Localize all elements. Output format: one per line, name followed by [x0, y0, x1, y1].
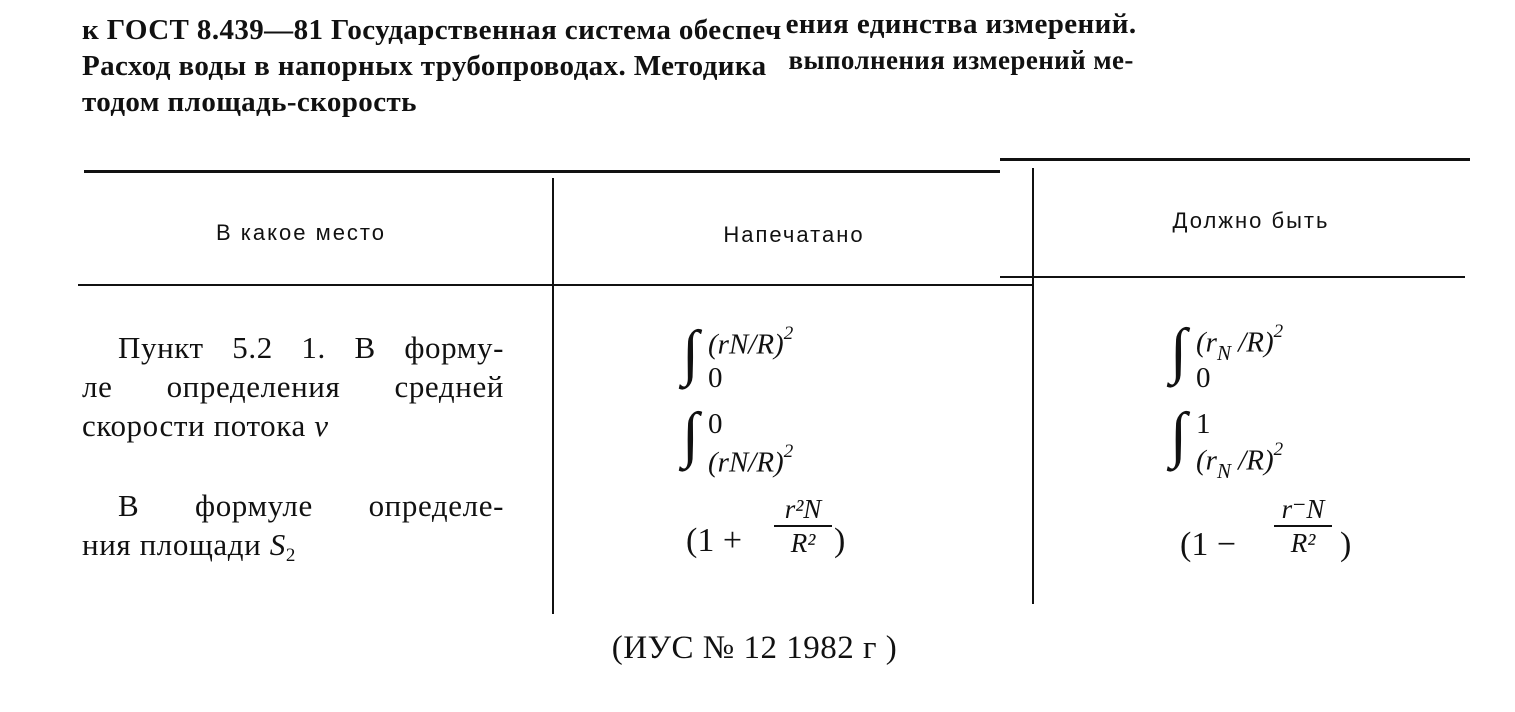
- fraction-bar: [1274, 525, 1332, 527]
- row2-printed-fraction: [774, 494, 832, 558]
- row2-correct-close: ): [1340, 526, 1352, 563]
- row2-correct-open: (1 −: [1180, 526, 1236, 563]
- row1-correct-int2-lower: ($r_N$ /R)$^2$: [1196, 439, 1284, 483]
- row1-place-line-1: Пункт 5.2 1. В форму-: [118, 330, 504, 365]
- column-header-correct: Должно быть: [1172, 208, 1330, 233]
- row1-correct-int1-upper: ($r_N$ /R)$^2$: [1196, 321, 1284, 365]
- row2-place-line-2: [82, 525, 504, 569]
- row1-correct-integral-2: [1170, 401, 1390, 484]
- row1-correct-int1-lower: 0: [1196, 362, 1211, 394]
- table-top-rule-right: [1000, 158, 1470, 161]
- row1-printed-integral-2: [682, 401, 882, 484]
- source-footnote-text: (ИУС № 12 1982 г ): [611, 630, 898, 666]
- header-line-1: [82, 8, 1472, 48]
- row2-place-var: S: [269, 527, 286, 562]
- row2-place-var-sub: 2: [285, 545, 296, 566]
- row1-printed-int1-lower: 0: [708, 362, 723, 394]
- row1-place-cell: [82, 328, 504, 445]
- header-line-2-right: выполнения измерений ме-: [788, 45, 1134, 75]
- document-header: [82, 8, 1472, 120]
- row1-place-var: v: [314, 408, 329, 443]
- integral-sign-icon: ∫: [682, 319, 699, 387]
- integral-sign-icon: ∫: [682, 401, 699, 469]
- column-divider-1: [552, 178, 554, 614]
- header-line-1-left: к ГОСТ 8.439—81 Государственная система обеспеч: [82, 14, 782, 46]
- header-line-3-text: тодом площадь-скорость: [82, 86, 417, 118]
- table-top-rule-left: [84, 170, 1000, 173]
- integral-sign-icon: ∫: [1170, 401, 1187, 469]
- header-line-2: [82, 45, 1472, 84]
- table-head-rule-right: [1000, 276, 1465, 278]
- table-head-rule-left: [78, 284, 1032, 286]
- row2-printed-numerator: r²N: [784, 494, 822, 524]
- row2-printed-open: (1 +: [686, 522, 742, 559]
- column-header-printed: Напечатано: [723, 222, 865, 247]
- row1-place-line-2: ле определения средней: [82, 369, 504, 404]
- row2-printed-close: ): [834, 522, 846, 559]
- row2-correct-fraction: [1274, 494, 1332, 558]
- header-line-1-right: ения единства измерений.: [785, 8, 1137, 40]
- fraction-bar: [774, 525, 832, 527]
- row2-place-line-1: В формуле определе-: [118, 488, 504, 523]
- row2-correct-denominator: R²: [1290, 528, 1316, 558]
- row1-correct-integral-1: [1170, 317, 1390, 400]
- row1-correct-int2-upper: 1: [1196, 408, 1211, 440]
- row1-printed-int2-upper: 0: [708, 408, 723, 440]
- column-header-place: В какое место: [215, 220, 386, 245]
- row2-correct-numerator: r⁻N: [1281, 494, 1325, 524]
- integral-sign-icon: ∫: [1170, 317, 1187, 385]
- row1-place-line-3-text: скорости потока: [82, 408, 315, 443]
- row1-printed-int2-lower: $(rN/R)^2$: [708, 441, 794, 479]
- row2-place-line-2-text: ния площади: [82, 527, 270, 562]
- row2-correct-formula: [1180, 494, 1380, 584]
- header-line-2-left: Расход воды в напорных трубопроводах. Методика: [82, 50, 767, 82]
- source-footnote: [0, 630, 1515, 667]
- row2-printed-formula: [686, 494, 886, 584]
- header-line-3: [82, 84, 1472, 120]
- row1-place-line-3: [82, 406, 504, 445]
- row2-printed-denominator: R²: [790, 528, 816, 558]
- column-divider-2: [1032, 168, 1034, 604]
- row1-printed-integral-1: [682, 319, 882, 402]
- row1-printed-int1-upper: $(rN/R)^2$: [708, 323, 794, 361]
- row2-place-cell: [82, 486, 504, 569]
